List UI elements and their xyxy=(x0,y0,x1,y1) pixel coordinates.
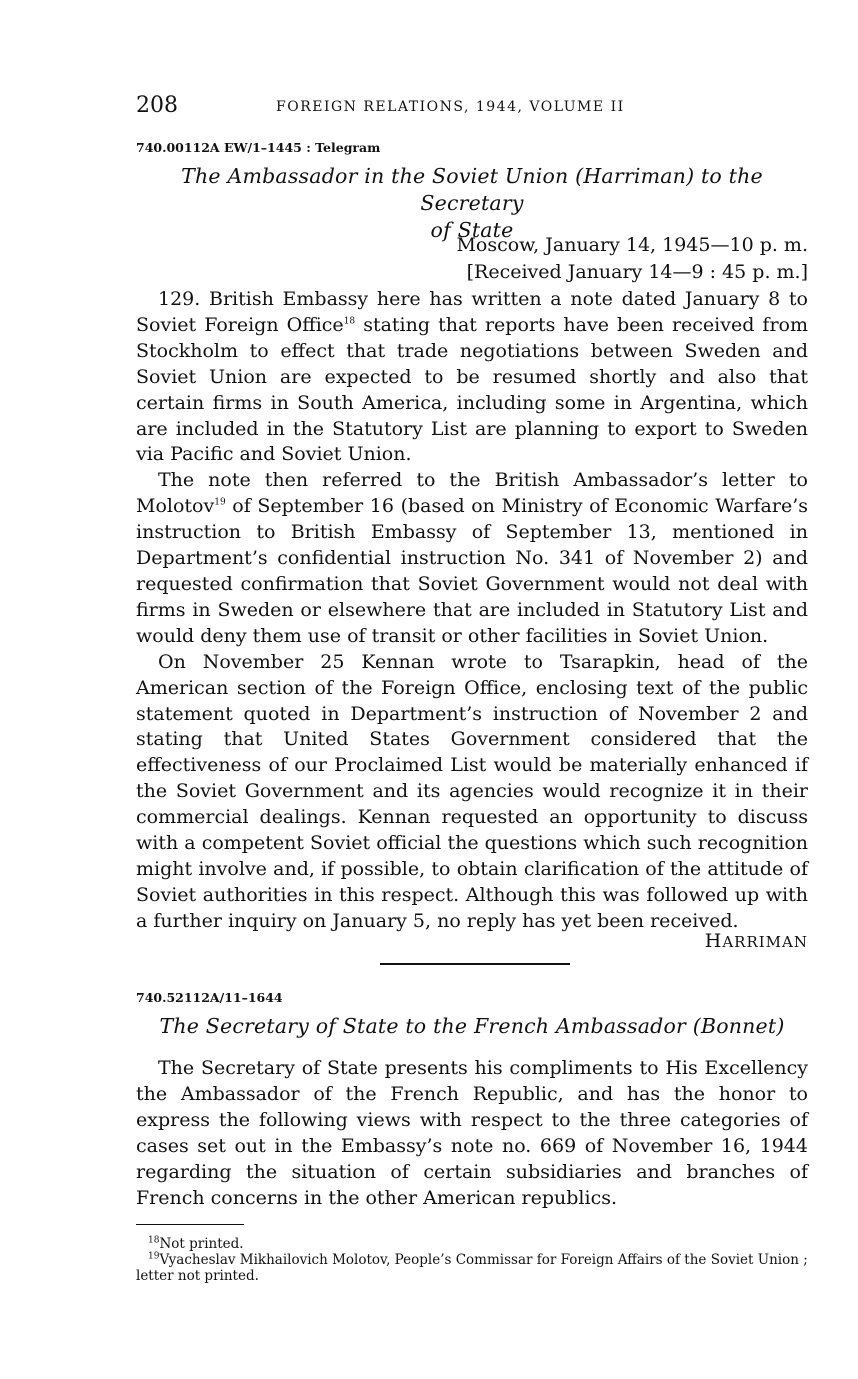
dateline xyxy=(456,232,808,286)
document-heading: The Secretary of State to the French Ambassador (Bonnet) xyxy=(159,1014,785,1038)
paragraph: On November 25 Kennan wrote to Tsarapkin, head of the American section of the Foreign Office, enclosing text of the public statement quoted in Department’s instruction of November 2 and stating that United States Government considered that the effectiveness of our Proclaimed List would be materially enhanced if the Soviet Government and its agencies would recognize it in their commercial dealings. Kennan requested an opportunity to discuss with a competent Soviet official the questions which such recognition might involve and, if possible, to obtain clarification of the attitude of Soviet authorities in this respect. Although this was followed up with a further inquiry on January 5, no reply has yet been received. xyxy=(136,650,808,932)
footnote: $^{18}$Not printed. xyxy=(148,1235,244,1252)
paragraph: 129. British Embassy here has written a note dated January 8 to Soviet Foreign Office$^{18}$ stating that reports have been received from Stockholm to effect that trade negotiations between Sweden and Soviet Union are expected to be resumed shortly and also that certain firms in South America, including some in Argentina, which are included in the Statutory List are planning to export to Sweden via Pacific and Soviet Union. xyxy=(136,288,809,466)
footnote-ref: 19 xyxy=(214,497,226,508)
footnote-rule xyxy=(136,1224,244,1225)
paragraph: The note then referred to the British Ambassador’s letter to Molotov$^{19}$ of September 16 (based on Ministry of Economic Warfare’s instruction to British Embassy of September 13, mentioned in Department’s confidential instruction No. 341 of November 2) and requested confirmation that Soviet Government would not deal with firms in Sweden or elsewhere that are included in Statutory List and would deny them use of transit or other facilities in Soviet Union. xyxy=(136,469,808,647)
heading-line-1: The Ambassador in the Soviet Union (Harriman) to the Secretary xyxy=(181,164,763,215)
dateline-sent: Moscow, January 14, 1945—10 p. m. xyxy=(456,234,808,256)
running-header xyxy=(136,93,808,121)
section-divider xyxy=(380,963,570,965)
page-number: 208 xyxy=(136,93,178,118)
document-file-number: 740.00112A EW/1–1445 : Telegram xyxy=(136,140,381,155)
running-title: FOREIGN RELATIONS, 1944, VOLUME II xyxy=(276,99,625,115)
footnote-ref: 18 xyxy=(343,316,356,327)
footnotes xyxy=(136,1236,816,1284)
footnote: $^{19}$Vyacheslav Mikhailovich Molotov, People’s Commissar for Foreign Affairs of the Soviet Union ; letter not printed. xyxy=(136,1251,808,1284)
paragraph: The Secretary of State presents his compliments to His Excellency the Ambassador of the French Republic, and has the honor to express the following views with respect to the three categories of cases set out in the Embassy’s note no. 669 of November 16, 1944 regarding the situation of certain subsidiaries and branches of French concerns in the other American republics. xyxy=(136,1057,808,1209)
dateline-received: [Received January 14—9 : 45 p. m.] xyxy=(466,261,808,283)
telegram-body xyxy=(136,287,808,935)
note-body xyxy=(136,1056,808,1211)
document-file-number: 740.52112A/11–1644 xyxy=(136,990,283,1005)
heading-line-2: of State xyxy=(430,218,514,242)
signature: HARRIMAN xyxy=(704,930,808,952)
